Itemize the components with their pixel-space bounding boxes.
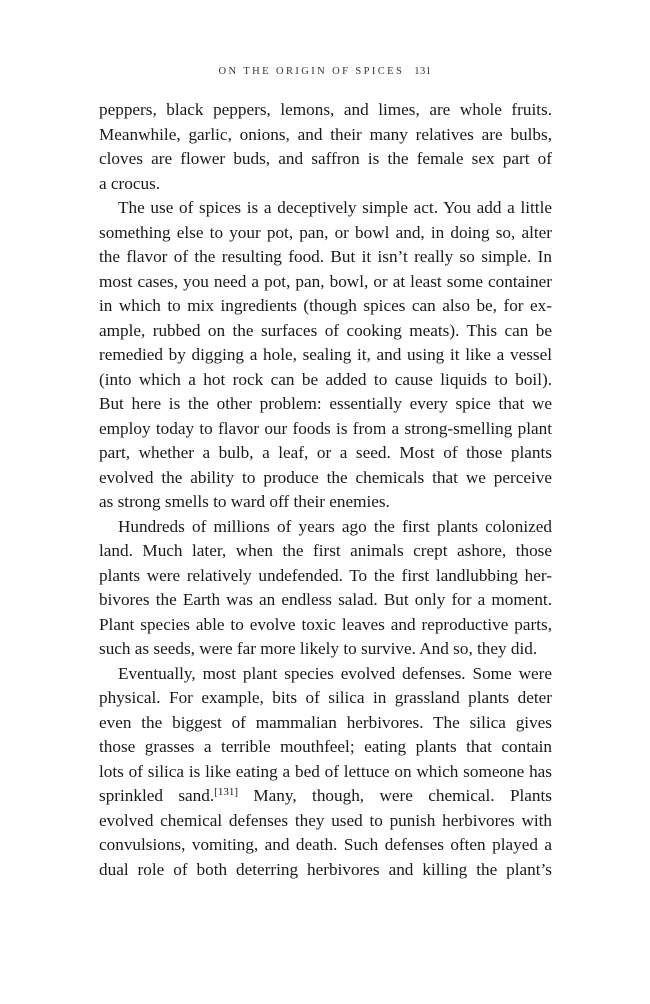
- text-line: a crocus.: [99, 173, 161, 193]
- text-line: (into which a hot rock can be added to cause liquids to boil).: [99, 369, 552, 389]
- text-line: remedied by digging a hole, sealing it, and using it like a vessel: [99, 345, 552, 364]
- text-line: part, whether a bulb, a leaf, or a seed. Most of those plants: [99, 443, 552, 462]
- text-line: physical. For example, bits of silica in grassland plants deter: [99, 688, 552, 707]
- page-number: 131: [414, 66, 432, 77]
- text-line: The use of spices is a deceptively simple act. You add a little: [118, 198, 552, 217]
- text-line: Meanwhile, garlic, onions, and their many relatives are bulbs,: [99, 124, 552, 144]
- text-line: Hundreds of millions of years ago the first plants colonized: [118, 516, 552, 536]
- text-line: such as seeds, were far more likely to survive. And so, they did.: [99, 639, 538, 658]
- text-line: evolved the ability to produce the chemicals that we perceive: [99, 467, 552, 487]
- text-line: the flavor of the resulting food. But it isn’t really so simple. In: [99, 247, 552, 266]
- text-line: cloves are flower buds, and saffron is the female sex part of: [99, 149, 552, 168]
- text-line: employ today to flavor our foods is from a strong-smelling plant: [99, 418, 552, 438]
- text-line: dual role of both deterring herbivores and killing the plant’s: [99, 859, 552, 879]
- text-line: Eventually, most plant species evolved defenses. Some were: [118, 663, 552, 683]
- running-title: ON THE ORIGIN OF SPICES: [218, 66, 405, 77]
- text-line: land. Much later, when the first animals crept ashore, those: [99, 541, 552, 560]
- running-head: [0, 66, 650, 77]
- text-line: as strong smells to ward off their enemies.: [99, 492, 390, 511]
- body-text: [99, 98, 552, 882]
- text-line: plants were relatively undefended. To the first landlubbing her-: [99, 565, 552, 585]
- text-line: evolved chemical defenses they used to punish herbivores with: [99, 810, 552, 830]
- text-line: most cases, you need a pot, pan, bowl, or at least some container: [99, 271, 552, 291]
- text-line: [99, 784, 552, 809]
- text-line: in which to mix ingredients (though spices can also be, for ex-: [99, 296, 552, 315]
- text-fragment: Many, though, were chemical. Plants: [253, 786, 552, 805]
- text-line: those grasses a terrible mouthfeel; eating plants that contain: [99, 737, 552, 756]
- text-line: ample, rubbed on the surfaces of cooking meats). This can be: [99, 320, 552, 340]
- text-line: But here is the other problem: essentially every spice that we: [99, 394, 552, 413]
- text-line: something else to your pot, pan, or bowl and, in doing so, alter: [99, 222, 552, 242]
- text-line: peppers, black peppers, lemons, and limes, are whole fruits.: [99, 100, 552, 119]
- text-line: bivores the Earth was an endless salad. But only for a moment.: [99, 590, 552, 609]
- text-line: even the biggest of mammalian herbivores. The silica gives: [99, 712, 552, 732]
- text-line: Plant species able to evolve toxic leaves and reproductive parts,: [99, 614, 552, 634]
- text-fragment: sprinkled sand.: [99, 786, 215, 805]
- text-line: convulsions, vomiting, and death. Such defenses often played a: [99, 835, 552, 854]
- text-line: lots of silica is like eating a bed of lettuce on which someone has: [99, 761, 552, 781]
- endnote-reference[interactable]: [131]: [214, 786, 238, 798]
